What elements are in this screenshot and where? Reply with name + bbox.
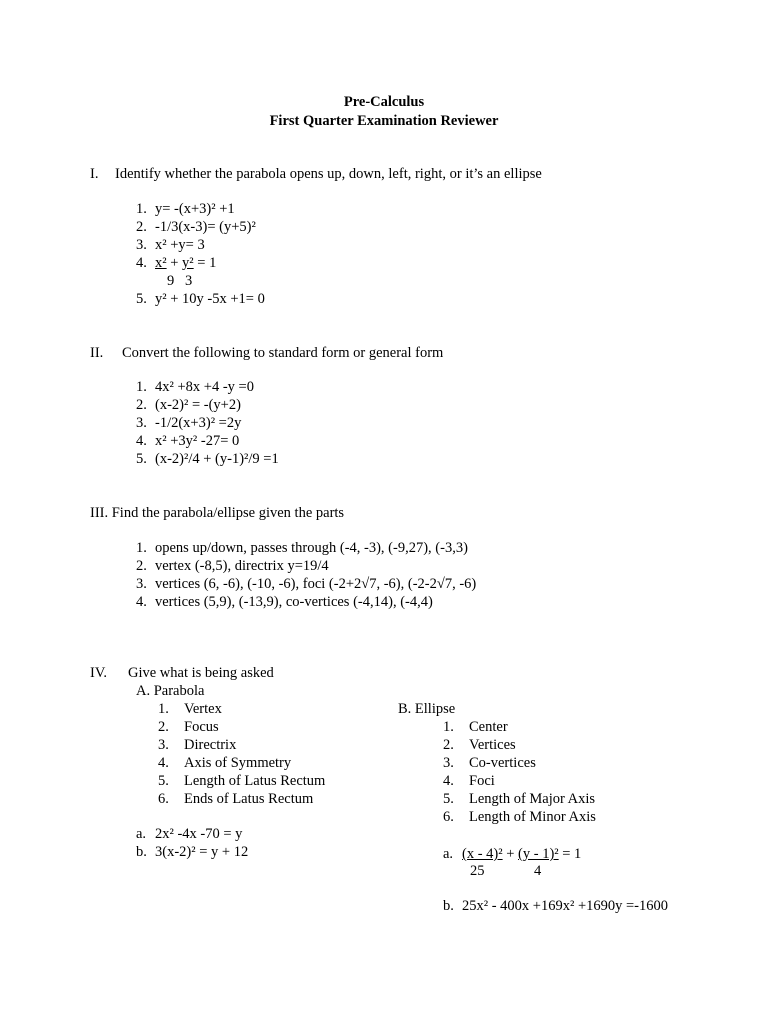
list-item: 1. y= -(x+3)² +1 <box>136 201 235 217</box>
list-item: 3. -1/2(x+3)² =2y <box>136 415 242 431</box>
list-item: 2. -1/3(x-3)= (y+5)² <box>136 219 256 235</box>
parabola-problem: b. 3(x-2)² = y + 12 <box>136 844 249 860</box>
list-item: 5. Length of Latus Rectum <box>158 773 326 789</box>
list-item: 4. Axis of Symmetry <box>158 755 292 771</box>
numerator: (x - 4)² <box>462 846 503 862</box>
list-item: 2. Vertices <box>443 737 516 753</box>
denominator: 4 <box>534 863 542 879</box>
list-item: 2. Focus <box>158 719 219 735</box>
list-item: 2. (x-2)² = -(y+2) <box>136 397 241 413</box>
list-item: 3. Directrix <box>158 737 237 753</box>
list-item: 6. Ends of Latus Rectum <box>158 791 314 807</box>
list-item: 5. Length of Major Axis <box>443 791 596 807</box>
page-subtitle: First Quarter Examination Reviewer <box>269 113 499 129</box>
section-4-heading-text: Give what is being asked <box>128 665 274 681</box>
ellipse-problem-b: b. 25x² - 400x +169x² +1690y =-1600 <box>443 898 669 914</box>
section-2-heading-text: Convert the following to standard form or general form <box>122 345 444 361</box>
list-item: 6. Length of Minor Axis <box>443 809 596 825</box>
parabola-problem: a. 2x² -4x -70 = y <box>136 826 243 842</box>
list-item: 4. vertices (5,9), (-13,9), co-vertices (-4,14), (-4,4) <box>136 594 433 610</box>
list-item: 1. Vertex <box>158 701 222 717</box>
list-item: 4. Foci <box>443 773 495 789</box>
section-3-heading: III. Find the parabola/ellipse given the parts <box>90 505 345 521</box>
section-4-numeral: IV. <box>90 665 108 681</box>
section-4-heading <box>90 664 274 682</box>
list-item: 1. opens up/down, passes through (-4, -3), (-9,27), (-3,3) <box>136 540 468 556</box>
section-1-numeral: I. <box>90 166 99 182</box>
numerator: (y - 1)² <box>518 846 559 862</box>
denominator: 25 <box>470 863 485 879</box>
list-item: 1. 4x² +8x +4 -y =0 <box>136 379 254 395</box>
denominator: 3 <box>185 273 193 289</box>
section-1-heading <box>90 165 542 183</box>
denominator: 9 <box>167 273 175 289</box>
numerator: x² <box>155 255 167 271</box>
list-item: 2. vertex (-8,5), directrix y=19/4 <box>136 558 329 574</box>
list-item: 4. x² +3y² -27= 0 <box>136 433 240 449</box>
list-item: 5. y² + 10y -5x +1= 0 <box>136 291 265 307</box>
numerator: y² <box>182 255 194 271</box>
list-item: 1. Center <box>443 719 508 735</box>
parabola-title: A. Parabola <box>136 683 205 699</box>
section-2-numeral: II. <box>90 345 104 361</box>
list-item-fraction: 4. x² + y² = 1 <box>136 255 217 271</box>
section-2-heading <box>90 344 444 362</box>
section-1-heading-text: Identify whether the parabola opens up, down, left, right, or it’s an ellipse <box>115 166 542 182</box>
ellipse-problem-a: a. (x - 4)² + (y - 1)² = 1 <box>443 846 582 862</box>
list-item: 3. Co-vertices <box>443 755 536 771</box>
page-title: Pre-Calculus <box>343 94 425 110</box>
list-item: 3. x² +y= 3 <box>136 237 205 253</box>
list-item: 5. (x-2)²/4 + (y-1)²/9 =1 <box>136 451 279 467</box>
list-item: 3. vertices (6, -6), (-10, -6), foci (-2+2√7, -6), (-2-2√7, -6) <box>136 576 477 592</box>
ellipse-title: B. Ellipse <box>398 701 456 717</box>
